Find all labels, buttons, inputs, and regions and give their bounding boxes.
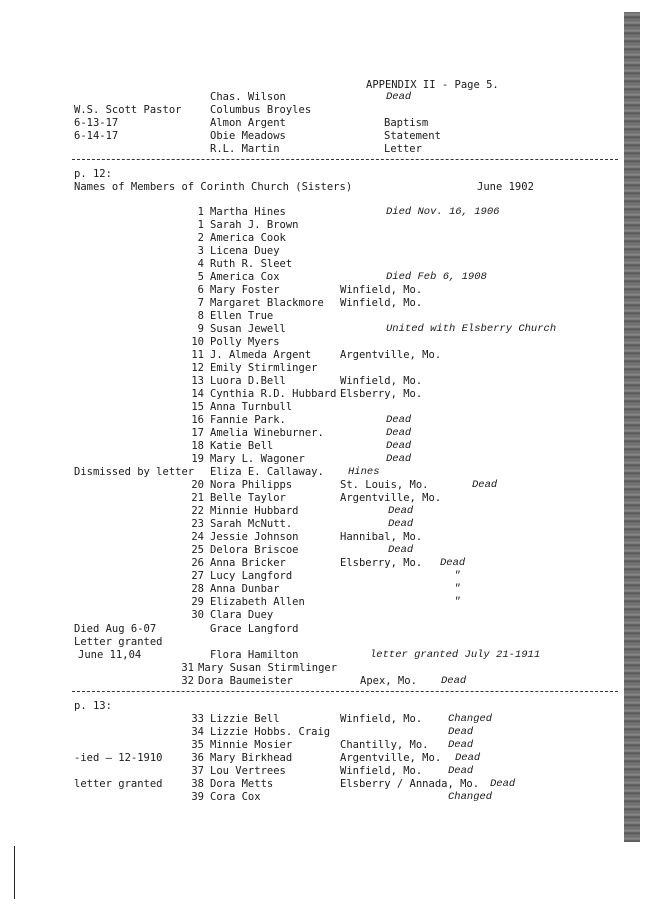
header-note: Dead — [386, 91, 412, 103]
table-row — [172, 675, 293, 687]
member-name: Mary Birkhead — [210, 752, 293, 764]
member-status: Died Feb 6, 1908 — [386, 271, 487, 283]
header-name: Obie Meadows — [210, 130, 286, 142]
member-number: 30 — [191, 609, 204, 621]
page-label: p. 12: — [74, 168, 112, 180]
member-name: Belle Taylor — [210, 492, 286, 504]
member-name: Anna Bricker — [210, 557, 286, 569]
member-number: 5 — [197, 271, 204, 283]
member-name: Mary L. Wagoner — [210, 453, 305, 465]
member-number: 39 — [191, 791, 204, 803]
member-name: Eliza E. Callaway. — [210, 466, 324, 478]
member-number: 27 — [191, 570, 204, 582]
member-name: Grace Langford — [210, 623, 299, 635]
member-status: Dead — [386, 453, 412, 465]
member-number: 21 — [191, 492, 204, 504]
member-name: Flora Hamilton — [210, 649, 299, 661]
appendix-heading: APPENDIX II - Page 5. — [366, 79, 499, 91]
member-number: 17 — [191, 427, 204, 439]
member-number: 22 — [191, 505, 204, 517]
page-label: p. 13: — [74, 700, 112, 712]
member-name: Fannie Park. — [210, 414, 286, 426]
member-name: Luora D.Bell — [210, 375, 286, 387]
header-note: Statement — [384, 130, 441, 142]
member-note: Hines — [348, 466, 380, 478]
member-place: Chantilly, Mo. — [340, 739, 429, 751]
member-number: 36 — [191, 752, 204, 764]
member-name: Margaret Blackmore — [210, 297, 324, 309]
member-name: Lizzie Hobbs. Craig — [210, 726, 331, 738]
member-number: 25 — [191, 544, 204, 556]
member-status: Dead — [388, 544, 414, 556]
member-status: United with Elsberry Church — [386, 323, 557, 335]
member-name: Anna Dunbar — [210, 583, 280, 595]
member-status: " — [454, 583, 461, 595]
member-status: Dead — [388, 518, 414, 530]
member-number: 28 — [191, 583, 204, 595]
member-place: Hannibal, Mo. — [340, 531, 423, 543]
header-name: Chas. Wilson — [210, 91, 286, 103]
member-place: Elsberry, Mo. — [340, 388, 423, 400]
member-name: Lucy Langford — [210, 570, 293, 582]
member-status: " — [454, 570, 461, 582]
member-name: Ruth R. Sleet — [210, 258, 293, 270]
member-name: America Cook — [210, 232, 286, 244]
member-status: " — [454, 596, 461, 608]
member-number: 4 — [197, 258, 204, 270]
member-number: 1 — [197, 206, 204, 218]
divider — [72, 691, 618, 692]
member-name: Lou Vertrees — [210, 765, 286, 777]
member-number: 23 — [191, 518, 204, 530]
member-number: 29 — [191, 596, 204, 608]
member-status: Changed — [448, 791, 493, 803]
member-number: 12 — [191, 362, 204, 374]
member-place: Argentville, Mo. — [340, 492, 442, 504]
member-name: Elizabeth Allen — [210, 596, 305, 608]
member-number: 16 — [191, 414, 204, 426]
member-status: Dead — [440, 557, 466, 569]
member-place: Winfield, Mo. — [340, 284, 423, 296]
dismissed-label: Dismissed by letter — [74, 466, 195, 478]
member-number: 10 — [191, 336, 204, 348]
letter-granted-label: Letter granted — [74, 636, 163, 648]
member-name: Delora Briscoe — [210, 544, 299, 556]
member-place: Argentville, Mo. — [340, 752, 442, 764]
member-status: Dead — [448, 739, 474, 751]
member-name: Lizzie Bell — [210, 713, 280, 725]
member-number: 19 — [191, 453, 204, 465]
member-status: Dead — [472, 479, 498, 491]
member-status: Dead — [386, 427, 412, 439]
member-name: Cora Cox — [210, 791, 261, 803]
scan-edge-shadow — [624, 12, 640, 842]
member-name: Sarah McNutt. — [210, 518, 293, 530]
member-place: Winfield, Mo. — [340, 713, 423, 725]
member-number: 13 — [191, 375, 204, 387]
member-status: Dead — [455, 752, 481, 764]
date-label: 6-14-17 — [74, 130, 119, 142]
divider — [72, 159, 618, 160]
member-name: Nora Philipps — [210, 479, 293, 491]
pastor-label: W.S. Scott Pastor — [74, 104, 182, 116]
member-number: 18 — [191, 440, 204, 452]
header-note: Letter — [384, 143, 422, 155]
scan-edge-line — [0, 846, 15, 899]
member-number: 9 — [197, 323, 204, 335]
member-number: 11 — [191, 349, 204, 361]
section-title: Names of Members of Corinth Church (Sisters) — [74, 181, 353, 193]
member-name: Minnie Mosier — [210, 739, 293, 751]
member-status: Dead — [448, 726, 474, 738]
member-status: Died Nov. 16, 1906 — [386, 206, 500, 218]
member-number: 35 — [191, 739, 204, 751]
member-number: 33 — [191, 713, 204, 725]
member-name: Clara Duey — [210, 609, 274, 621]
member-name: J. Almeda Argent — [210, 349, 312, 361]
member-status: Dead — [388, 505, 414, 517]
member-place: St. Louis, Mo. — [340, 479, 429, 491]
date-label: 6-13-17 — [74, 117, 119, 129]
member-number: 14 — [191, 388, 204, 400]
member-name: Sarah J. Brown — [210, 219, 299, 231]
died-label: Died Aug 6-07 — [74, 623, 157, 635]
member-name: Anna Turnbull — [210, 401, 293, 413]
member-status: Dead — [386, 440, 412, 452]
member-place: Apex, Mo. — [360, 675, 417, 687]
row-note: letter granted — [74, 778, 163, 790]
member-number: 7 — [197, 297, 204, 309]
member-number: 15 — [191, 401, 204, 413]
member-name: Licena Duey — [210, 245, 280, 257]
member-name: Emily Stirmlinger — [210, 362, 318, 374]
header-note: Baptism — [384, 117, 429, 129]
row-note: -ied — 12-1910 — [74, 752, 163, 764]
member-name: Polly Myers — [210, 336, 280, 348]
member-name: Martha Hines — [210, 206, 286, 218]
member-number: 8 — [197, 310, 204, 322]
header-name: Columbus Broyles — [210, 104, 312, 116]
member-number: 38 — [191, 778, 204, 790]
letter-date-label: June 11,04 — [78, 649, 142, 661]
member-number: 37 — [191, 765, 204, 777]
member-number: 2 — [197, 232, 204, 244]
member-number: 1 — [197, 219, 204, 231]
member-name: Katie Bell — [210, 440, 274, 452]
member-name: Mary Foster — [210, 284, 280, 296]
table-row — [172, 662, 337, 674]
member-status: Dead — [386, 414, 412, 426]
member-number: 26 — [191, 557, 204, 569]
member-number: 24 — [191, 531, 204, 543]
member-place: Winfield, Mo. — [340, 765, 423, 777]
member-number: 34 — [191, 726, 204, 738]
member-status: Dead — [448, 765, 474, 777]
member-name: Cynthia R.D. Hubbard — [210, 388, 337, 400]
member-name: Jessie Johnson — [210, 531, 299, 543]
member-number: 32 — [181, 675, 194, 687]
member-name: Minnie Hubbard — [210, 505, 299, 517]
member-number: 3 — [197, 245, 204, 257]
member-note: letter granted July 21-1911 — [370, 649, 541, 661]
member-status: Changed — [448, 713, 493, 725]
member-name: Ellen True — [210, 310, 274, 322]
member-name: Dora Metts — [210, 778, 274, 790]
member-number: 20 — [191, 479, 204, 491]
member-place: Argentville, Mo. — [340, 349, 442, 361]
member-number: 31 — [181, 662, 194, 674]
header-name: R.L. Martin — [210, 143, 280, 155]
member-status: Dead — [490, 778, 516, 790]
member-name: Mary Susan Stirmlinger — [198, 662, 338, 674]
member-place: Elsberry, Mo. — [340, 557, 423, 569]
member-place: Elsberry / Annada, Mo. — [340, 778, 480, 790]
member-place: Winfield, Mo. — [340, 297, 423, 309]
section-date: June 1902 — [477, 181, 534, 193]
member-number: 6 — [197, 284, 204, 296]
member-status: Dead — [441, 675, 467, 687]
member-name: Amelia Wineburner. — [210, 427, 324, 439]
member-name: Susan Jewell — [210, 323, 286, 335]
header-name: Almon Argent — [210, 117, 286, 129]
member-name: America Cox — [210, 271, 280, 283]
member-place: Winfield, Mo. — [340, 375, 423, 387]
member-name: Dora Baumeister — [198, 675, 293, 687]
